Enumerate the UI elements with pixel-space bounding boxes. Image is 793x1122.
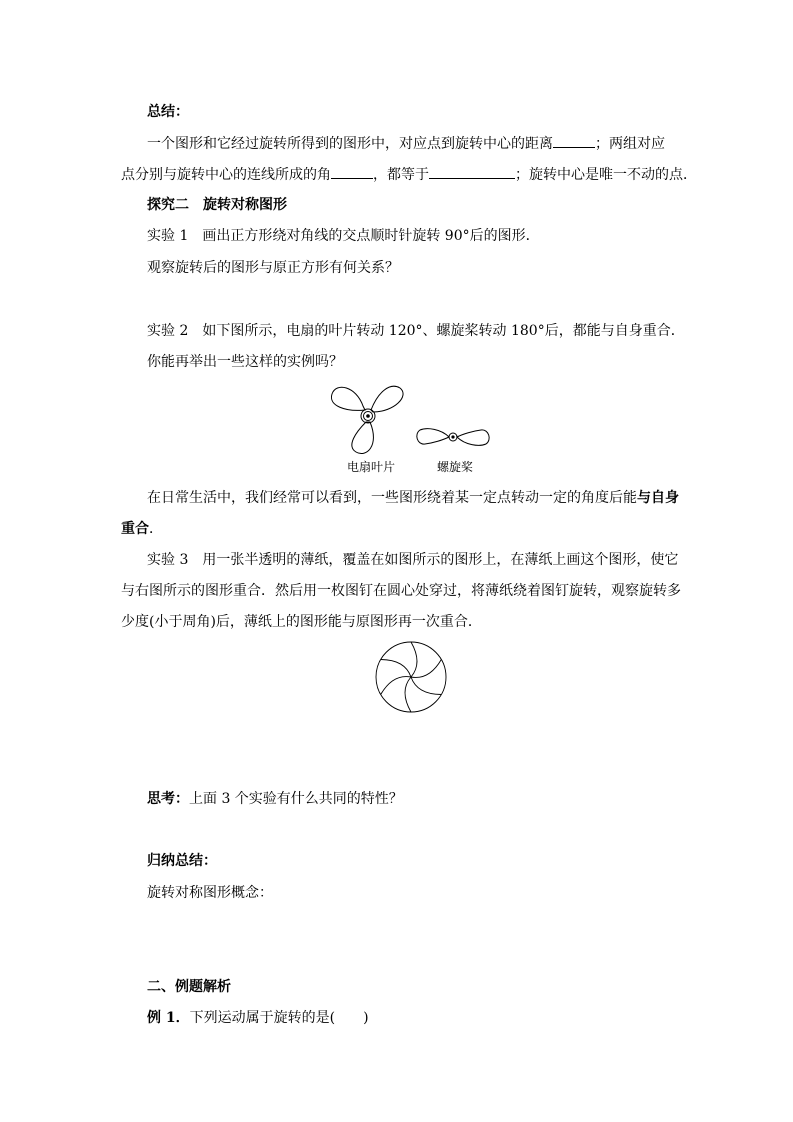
blank-rotation-angle[interactable]: [429, 164, 515, 179]
example-1-line: [147, 1008, 369, 1028]
rotational-circle-figure: [375, 641, 447, 713]
experiment-3-line-3: 少度(小于周角)后，薄纸上的图形能与原图形再一次重合．: [121, 614, 482, 630]
example-1-question: 下列运动属于旋转的是( ): [189, 1010, 369, 1026]
summary-line-2-mid: ，都等于: [373, 167, 429, 183]
propeller-caption: 螺旋桨: [437, 460, 474, 474]
section-heading-exploration-2: 探究二 旋转对称图形: [147, 197, 287, 213]
summary-heading: 总结：: [147, 104, 189, 120]
blank-angle[interactable]: [331, 164, 373, 179]
think-line: [147, 789, 403, 809]
experiment-1-line-2: 观察旋转后的图形与原正方形有何关系？: [147, 260, 399, 276]
daily-life-emphasis: 与自身: [637, 490, 679, 506]
experiment-2-line-1: 实验 2 如下图所示，电扇的叶片转动 120°、螺旋桨转动 180°后，都能与自身重合．: [147, 323, 685, 339]
conclusion-heading: 归纳总结：: [147, 853, 217, 869]
experiment-1-line-1: 实验 1 画出正方形绕对角线的交点顺时针旋转 90°后的图形．: [147, 228, 540, 244]
fan-blades-figure: [328, 384, 408, 454]
summary-line-1-tail: ；两组对应: [595, 136, 665, 152]
summary-line-2-tail: ；旋转中心是唯一不动的点．: [515, 167, 697, 183]
experiment-3-line-1: 实验 3 用一张半透明的薄纸，覆盖在如图所示的图形上，在薄纸上画这个图形，使它: [147, 552, 679, 568]
example-1-label: 例 1．: [147, 1010, 190, 1026]
daily-life-text: 在日常生活中，我们经常可以看到，一些图形绕着某一定点转动一定的角度后能: [147, 490, 637, 506]
summary-line-2-text: 点分别与旋转中心的连线所成的角: [121, 167, 331, 183]
summary-line-1: [147, 133, 665, 154]
think-question: 上面 3 个实验有什么共同的特性？: [189, 791, 403, 807]
experiment-3-line-2: 与右图所示的图形重合．然后用一枚图钉在圆心处穿过，将薄纸绕着图钉旋转，观察旋转多: [121, 583, 681, 599]
think-label: 思考：: [147, 791, 189, 807]
daily-life-line-2: [121, 519, 163, 539]
daily-life-end: ．: [149, 521, 163, 537]
examples-heading: 二、例题解析: [147, 979, 231, 995]
summary-line-1-text: 一个图形和它经过旋转所得到的图形中，对应点到旋转中心的距离: [147, 136, 553, 152]
daily-life-line-1: [147, 488, 679, 508]
blank-distance[interactable]: [553, 133, 595, 148]
propeller-figure: [415, 425, 491, 449]
concept-label: 旋转对称图形概念：: [147, 885, 273, 901]
experiment-2-line-2: 你能再举出一些这样的实例吗？: [147, 354, 343, 370]
fan-caption: 电扇叶片: [347, 460, 396, 474]
daily-life-emphasis-2: 重合: [121, 521, 149, 537]
summary-line-2: [121, 164, 697, 185]
